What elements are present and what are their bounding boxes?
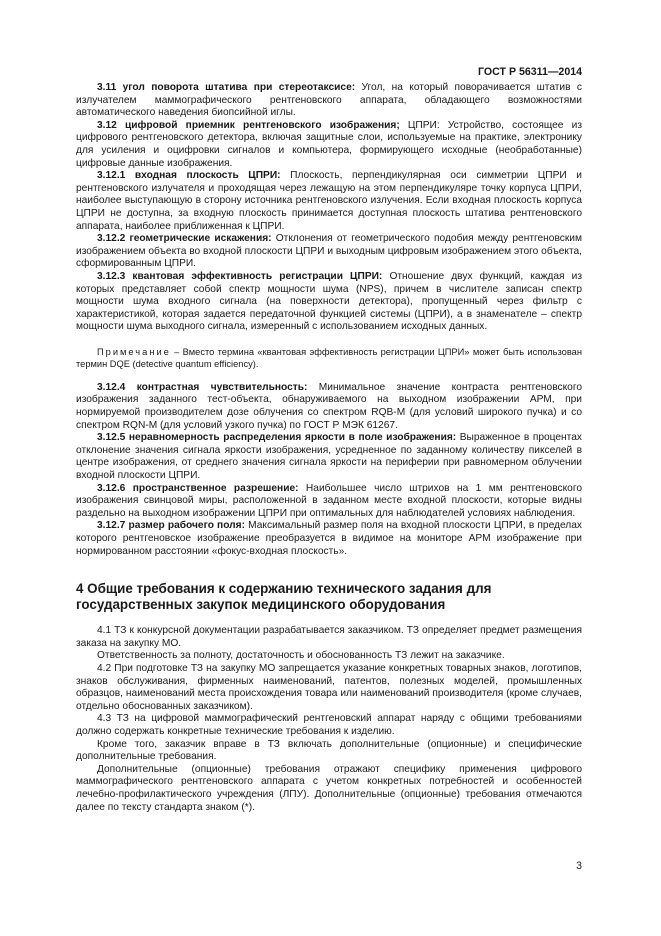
paragraph: Дополнительные (опционные) требования отражают специфику применения цифрового маммографического рентгеновского аппарата с учетом конкретных потребностей и особенностей лечебно-профилактического учреждения (ЛПУ). Дополнительные (опционные) требования отмечаются далее по тексту стандарта знаком (*). xyxy=(76,763,582,813)
paragraph: Кроме того, заказчик вправе в ТЗ включать дополнительные (опционные) и специфические дополнительные требования. xyxy=(76,738,582,763)
definition: Минимальное значение контраста рентгеновского изображения заданного тест-объекта, обнаруживаемого на выходном изображении АРМ, при нормируемой производителем дозе облучения со спектром RQB-M (для условий широкого пучка) и со спектром RQN-M (для условий узкого пучка) по ГОСТ Р МЭК 61267. xyxy=(76,381,582,431)
document-header: ГОСТ Р 56311—2014 xyxy=(478,66,582,78)
definition: Угол, на который поворачивается штатив с излучателем маммографического рентгеновского аппарата, обладающего возможностями автоматического наведения биопсийной иглы. xyxy=(76,82,582,119)
definition: Отклонения от геометрического подобия между рентгеновским изображением объекта во входной плоскости ЦПРИ и выходным цифровым изображением этого объекта, сформированным ЦПРИ. xyxy=(76,233,582,270)
clause-3-12-7 xyxy=(76,520,582,558)
definition: ЦПРИ: Устройство, состоящее из цифрового рентгеновского детектора, включая защитные слои, используемые на практике, электронику для усиления и оцифровки сигналов и компьютера, формирующего исходные (необработанные) цифровые данные изображения. xyxy=(76,119,582,169)
note-text: – Вместо термина «квантовая эффективность регистрации ЦПРИ» может быть использован термин DQE (detective quantum efficiency). xyxy=(76,346,582,369)
note-label: Примечание xyxy=(97,346,171,357)
section-4-heading: 4 Общие требования к содержанию технического задания для государственных закупок медицинского оборудования xyxy=(76,581,492,612)
clause-3-11 xyxy=(76,82,582,120)
paragraph-4-3: 4.3 ТЗ на цифровой маммографический рентгеновский аппарат наряду с общими требованиями должно содержать конкретные технические требования к изделию. xyxy=(76,713,582,737)
clause-3-12-3 xyxy=(76,271,582,334)
definition: Выраженное в процентах отклонение значения сигнала яркости изображения, усредненное по заданному количеству пикселей в центре изображения, от среднего значения сигнала яркости на периферии при равномерном облучении входной плоскости ЦПРИ. xyxy=(76,432,582,482)
clause-3-12 xyxy=(76,120,582,170)
clause-3-12-5 xyxy=(76,432,582,482)
clause-3-12-1 xyxy=(76,170,582,233)
term: 3.12.2 геометрические искажения: xyxy=(97,233,272,245)
paragraph-4-2: 4.2 При подготовке ТЗ на закупку МО запрещается указание конкретных товарных знаков, логотипов, знаков обслуживания, фирменных наименований, патентов, полезных моделей, промышленных образцов, наименований места происхождения товара или наименований производителя (кроме случаев, отдельно обоснованных заказчиком). xyxy=(76,662,582,712)
clause-3-12-6 xyxy=(76,483,582,521)
definition: Отношение двух функций, каждая из которых представляет собой спектр мощности шума (NPS), причем в числителе записан спектр мощности шума входного сигнала (на поверхности детектора), пропущенный через фильтр с характеристикой, которая задается передаточной функцией системы (ЦПРИ), а в знаменателе – спектр мощности шума выходного сигнала, измеренный с использованием исходных данных. xyxy=(76,270,582,333)
term: 3.12.3 квантовая эффективность регистрации ЦПРИ: xyxy=(97,270,383,282)
definition: Плоскость, перпендикулярная оси симметрии ЦПРИ и рентгеновского излучателя и проходящая через лежащую на этом перпендикуляре точку корпуса ЦПРИ, наиболее выступающую в сторону источника рентгеновского излучения. Если входная плоскость корпуса ЦПРИ не доступна, за входную плоскость принимается доступная плоскость штатива рентгеновского аппарата, наиболее приближенная к ЦПРИ. xyxy=(76,170,582,232)
definition: Максимальный размер поля на входной плоскости ЦПРИ, в пределах которого рентгеновское изображение преобразуется в видимое на мониторе АРМ изображение при нормированном расстоянии «фокус-входная плоскость». xyxy=(76,520,582,557)
term: 3.12.5 неравномерность распределения яркости в поле изображения: xyxy=(97,432,457,444)
term: 3.12.4 контрастная чувствительность: xyxy=(97,381,308,393)
clause-3-12-2 xyxy=(76,233,582,271)
term: 3.12.6 пространственное разрешение: xyxy=(97,482,299,494)
note xyxy=(76,346,582,370)
page-number: 3 xyxy=(576,860,582,872)
term: 3.12.7 размер рабочего поля: xyxy=(97,520,245,532)
paragraph: Ответственность за полноту, достаточность и обоснованность ТЗ лежит на заказчике. xyxy=(97,650,505,662)
document-body xyxy=(76,82,582,814)
term: 3.11 угол поворота штатива при стереотаксисе: xyxy=(97,82,356,93)
clause-3-12-4 xyxy=(76,382,582,432)
term: 3.12.1 входная плоскость ЦПРИ: xyxy=(97,170,281,182)
term: 3.12 цифровой приемник рентгеновского изображения; xyxy=(97,119,400,131)
paragraph-4-1: 4.1 ТЗ к конкурсной документации разрабатывается заказчиком. ТЗ определяет предмет размещения заказа на закупку МО. xyxy=(76,625,582,649)
definition: Наибольшее число штрихов на 1 мм рентгеновского изображения свинцовой миры, расположенной в заданном месте входной плоскости, которые видны раздельно на выходном изображении ЦПРИ при оптимальных для наблюдателей условиях наблюдения. xyxy=(76,482,582,519)
